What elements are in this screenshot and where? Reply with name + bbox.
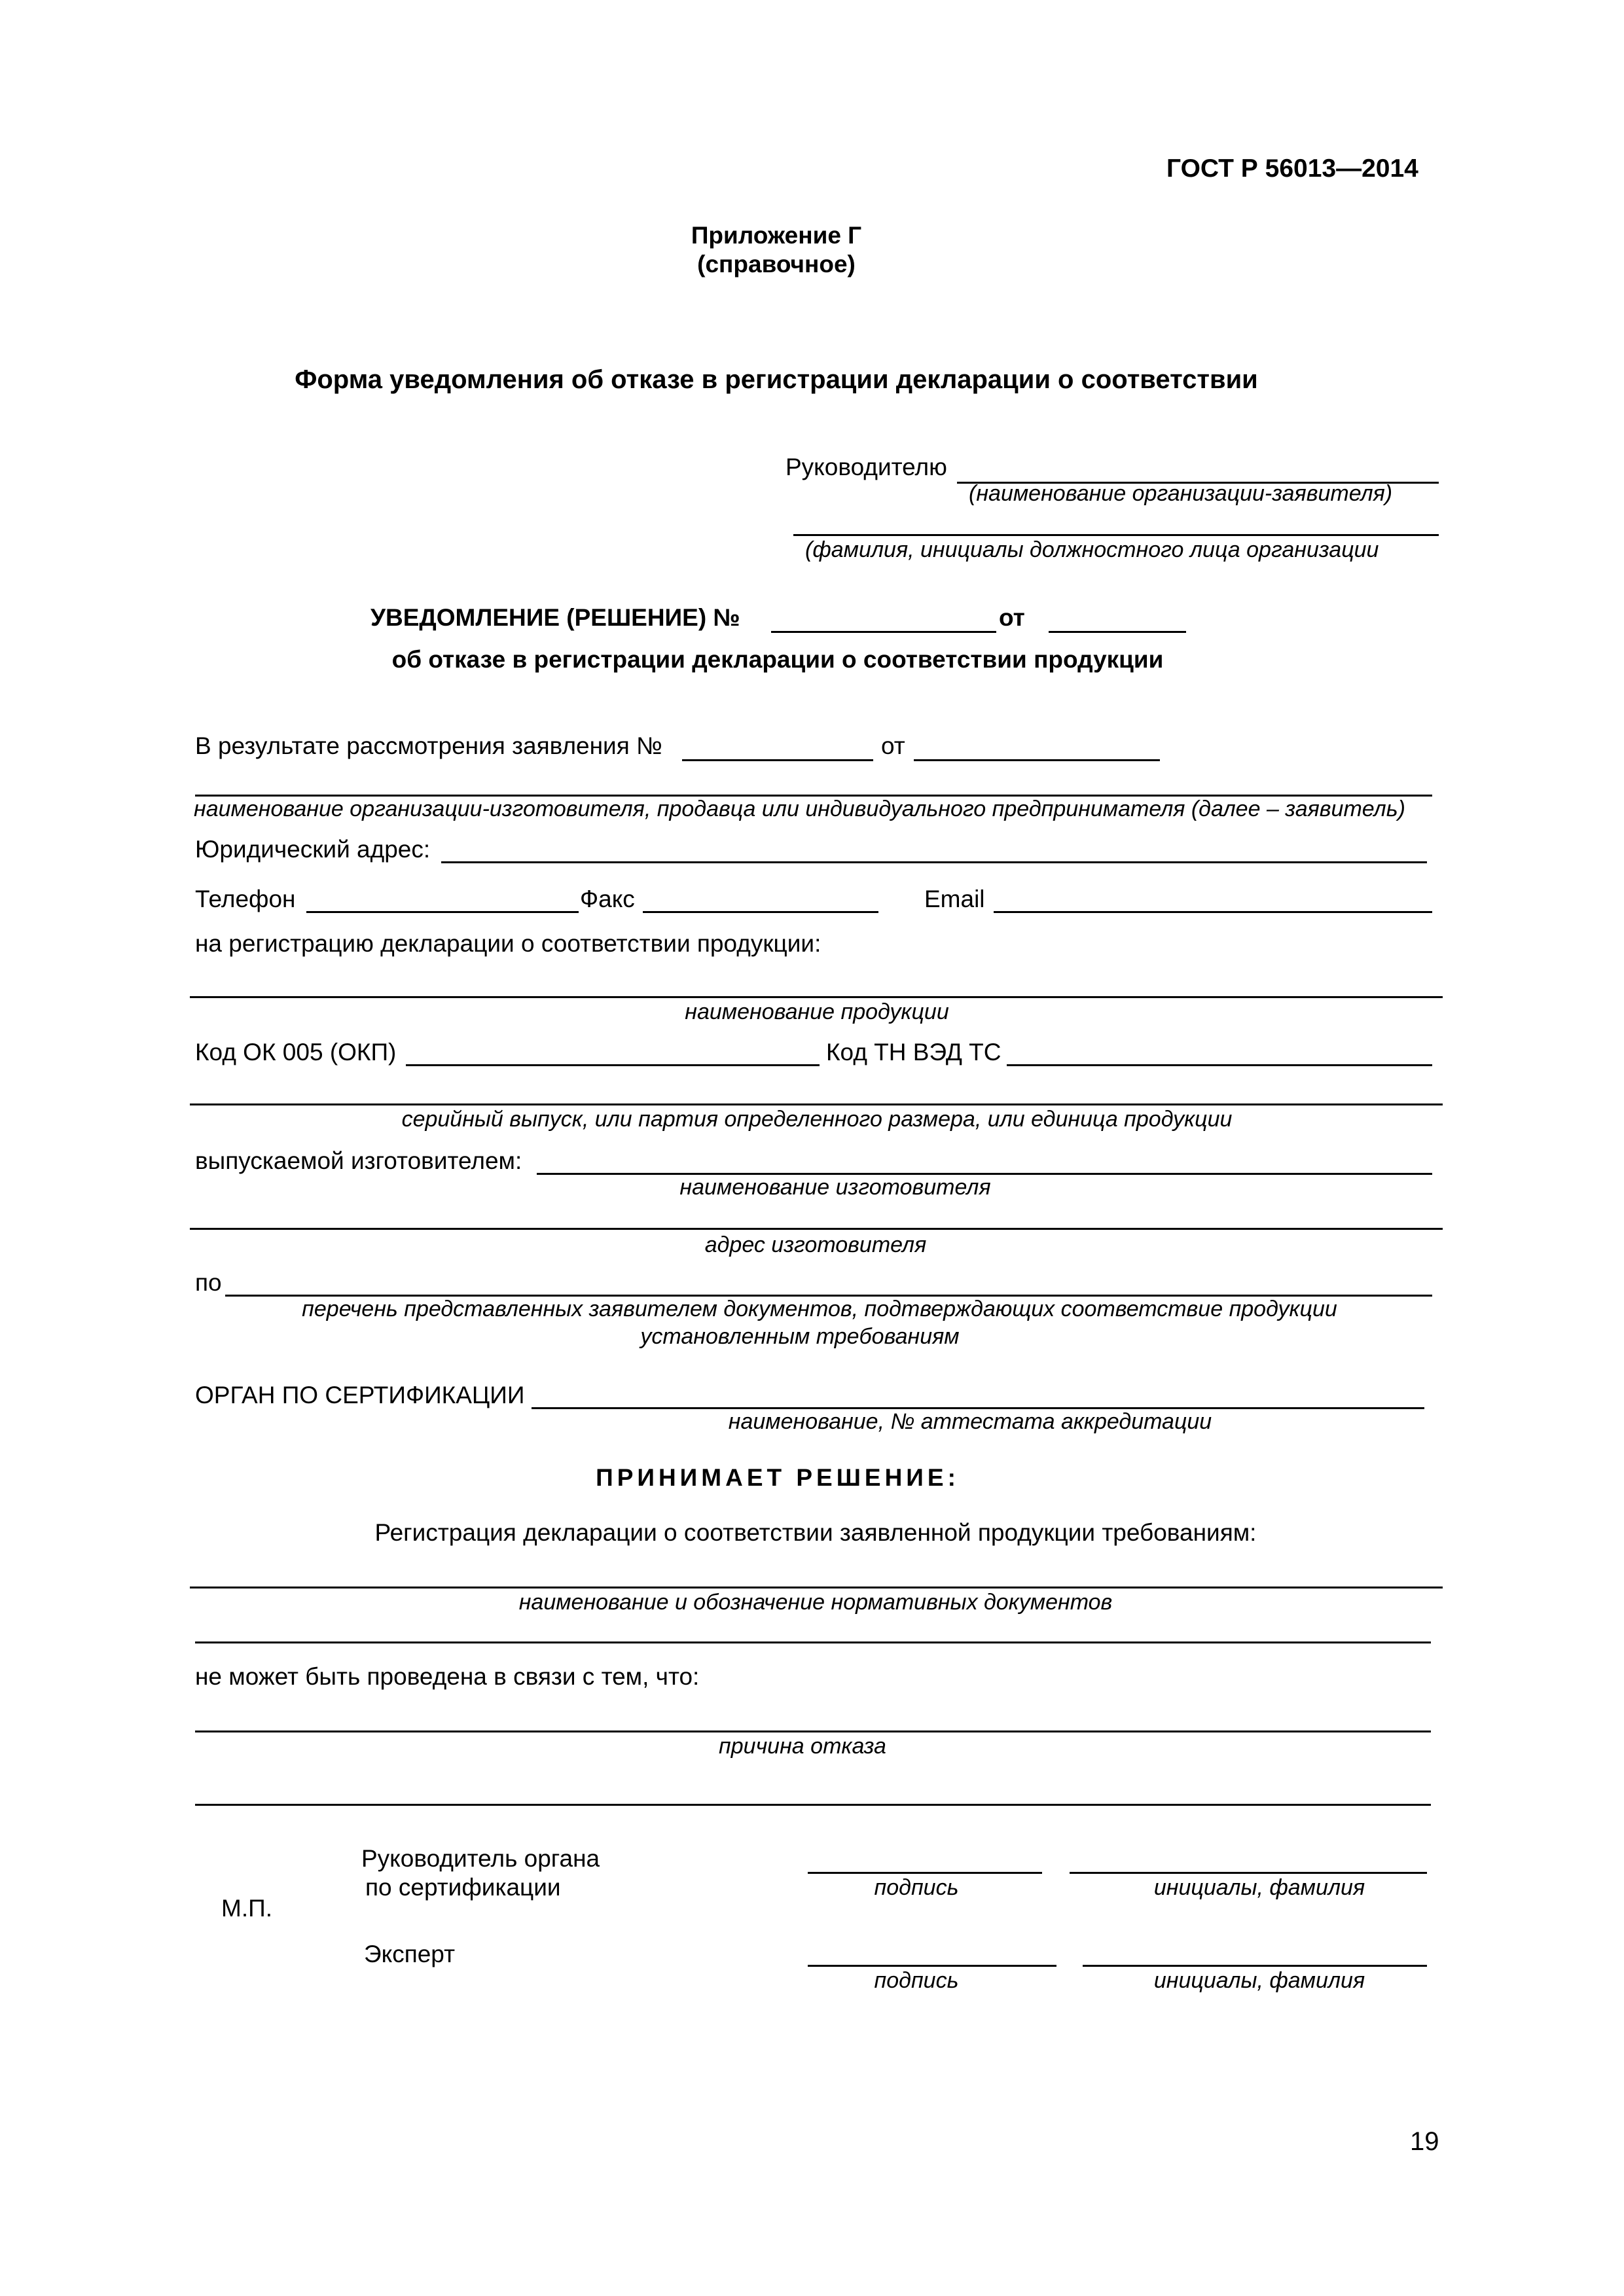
- addressee-org-caption: (наименование организации-заявителя): [969, 481, 1393, 506]
- product-line[interactable]: [190, 996, 1443, 998]
- manufacturer-label: выпускаемой изготовителем:: [195, 1147, 522, 1174]
- fax-line[interactable]: [643, 911, 878, 913]
- phone-label: Телефон: [195, 886, 296, 912]
- notice-subtitle: об отказе в регистрации декларации о соответствии продукции: [391, 646, 1164, 673]
- documents-caption-2: установленным требованиям: [640, 1324, 960, 1349]
- okp-label: Код ОК 005 (ОКП): [195, 1039, 397, 1066]
- normative-docs-caption: наименование и обозначение нормативных документов: [518, 1590, 1113, 1615]
- tnved-line[interactable]: [1007, 1064, 1432, 1066]
- addressee-label: Руководителю: [785, 454, 947, 480]
- manufacturer-address-line[interactable]: [190, 1228, 1443, 1230]
- appendix-type: (справочное): [697, 251, 856, 278]
- form-title: Форма уведомления об отказе в регистрации декларации о соответствии: [295, 365, 1258, 394]
- batch-caption: серийный выпуск, или партия определенного размера, или единица продукции: [401, 1107, 1233, 1132]
- notice-title-from: от: [999, 604, 1025, 631]
- notice-number-line[interactable]: [771, 631, 996, 633]
- head-name-caption: инициалы, фамилия: [1153, 1875, 1365, 1900]
- decision-registration-text: Регистрация декларации о соответствии заявленной продукции требованиям:: [374, 1519, 1257, 1546]
- certification-body-caption: наименование, № аттестата аккредитации: [728, 1409, 1212, 1434]
- address-line[interactable]: [441, 861, 1427, 863]
- manufacturer-address-caption: адрес изготовителя: [704, 1232, 927, 1257]
- reason-caption: причина отказа: [719, 1734, 886, 1759]
- normative-docs-line[interactable]: [190, 1587, 1443, 1588]
- manufacturer-caption: наименование изготовителя: [679, 1175, 991, 1200]
- registration-label: на регистрацию декларации о соответствии продукции:: [195, 930, 821, 957]
- head-of-body-label-1: Руководитель органа: [361, 1845, 600, 1872]
- expert-name-line[interactable]: [1083, 1965, 1427, 1967]
- expert-label: Эксперт: [364, 1941, 456, 1967]
- decision-heading: ПРИНИМАЕТ РЕШЕНИЕ:: [596, 1464, 960, 1491]
- reason-line-2[interactable]: [195, 1804, 1431, 1806]
- tnved-label: Код ТН ВЭД ТС: [826, 1039, 1001, 1066]
- review-label: В результате рассмотрения заявления №: [195, 732, 662, 759]
- fax-label: Факс: [580, 886, 635, 912]
- okp-line[interactable]: [406, 1064, 820, 1066]
- certification-body-label: ОРГАН ПО СЕРТИФИКАЦИИ: [195, 1382, 525, 1408]
- head-signature-line[interactable]: [808, 1872, 1042, 1874]
- application-date-line[interactable]: [914, 759, 1160, 761]
- addressee-person-line[interactable]: [793, 534, 1439, 536]
- expert-name-caption: инициалы, фамилия: [1153, 1968, 1365, 1993]
- notice-title-prefix: УВЕДОМЛЕНИЕ (РЕШЕНИЕ) №: [370, 604, 740, 631]
- address-label: Юридический адрес:: [195, 836, 431, 863]
- head-of-body-label-2: по сертификации: [365, 1874, 561, 1901]
- standard-number: ГОСТ Р 56013—2014: [1166, 154, 1418, 183]
- expert-signature-line[interactable]: [808, 1965, 1056, 1967]
- normative-docs-line-2[interactable]: [195, 1641, 1431, 1643]
- product-caption: наименование продукции: [685, 999, 949, 1024]
- expert-signature-caption: подпись: [874, 1968, 959, 1993]
- email-label: Email: [924, 886, 985, 912]
- email-line[interactable]: [994, 911, 1432, 913]
- head-signature-caption: подпись: [874, 1875, 959, 1900]
- decision-cannot-text: не может быть проведена в связи с тем, что:: [195, 1663, 700, 1690]
- application-number-line[interactable]: [682, 759, 873, 761]
- applicant-caption: наименование организации-изготовителя, продавца или индивидуального предпринимателя (далее – заявитель): [194, 797, 1405, 821]
- notice-date-line[interactable]: [1049, 631, 1186, 633]
- by-label: по: [195, 1269, 222, 1296]
- review-from: от: [881, 732, 905, 759]
- documents-caption-1: перечень представленных заявителем документов, подтверждающих соответствие продукции: [302, 1297, 1337, 1321]
- batch-line[interactable]: [190, 1103, 1443, 1105]
- stamp-label: М.П.: [221, 1895, 272, 1922]
- appendix-label: Приложение Г: [691, 222, 862, 249]
- page-number: 19: [1410, 2127, 1439, 2156]
- reason-line[interactable]: [195, 1731, 1431, 1732]
- phone-line[interactable]: [306, 911, 579, 913]
- head-name-line[interactable]: [1070, 1872, 1427, 1874]
- addressee-person-caption: (фамилия, инициалы должностного лица организации: [805, 537, 1379, 562]
